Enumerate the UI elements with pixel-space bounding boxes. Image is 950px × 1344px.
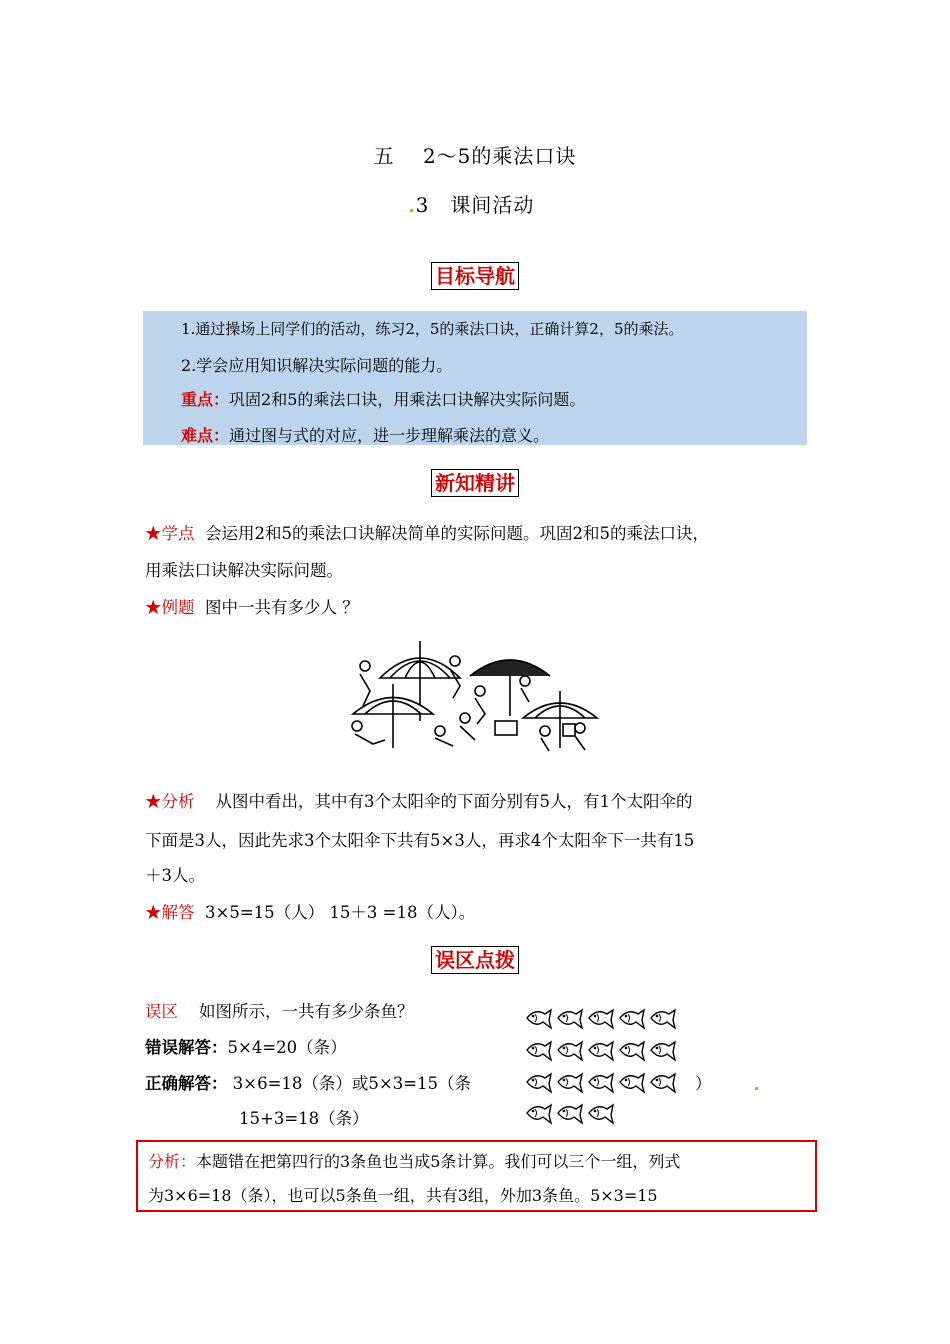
wrong-answer-label: 错误解答： [145,1038,228,1057]
answer-text: 3×5=15（人） 15＋3 =18（人）。 [205,903,476,922]
goal-line-2: 2.学会应用知识解决实际问题的能力。 [181,356,453,375]
mistake-analysis-label: 分析： [148,1152,197,1171]
decor-mark [410,209,413,212]
mistake-analysis-text-2: 为3×6=18（条），也可以5条鱼一组，共有3组，外加3条鱼。5×3=15 [148,1186,658,1205]
goal-heading: 目标导航 [431,262,519,290]
difficulty-line [181,423,549,446]
analysis-text-2: 下面是3人，因此先求3个太阳伞下共有5×3人，再求4个太阳伞下一共有15 [145,831,695,850]
learning-point-text-1: 会运用2和5的乘法口诀解决简单的实际问题。巩固2和5的乘法口诀， [205,524,709,543]
goal-box [143,311,807,445]
answer-line [145,903,475,923]
right-answer-label: 正确解答： [145,1074,228,1093]
decor-mark [755,1087,758,1090]
example-line [145,598,359,618]
learning-point-text-2: 用乘法口诀解决实际问题。 [145,561,343,580]
lesson-subtitle: 3 课间活动 [415,193,535,217]
difficulty-text: 通过图与式的对应，进一步理解乘法的意义。 [229,426,550,445]
right-answer-text-2: 15+3=18（条） [239,1109,369,1128]
right-answer-line [145,1074,471,1094]
mistake-heading: 误区点拨 [431,946,519,974]
mistake-heading-wrap [0,946,950,974]
answer-label: ★解答 [145,903,195,922]
fish-grid [525,1006,695,1131]
analysis-label: ★分析 [145,792,195,811]
mistake-analysis-box [136,1140,817,1212]
goal-line-1: 1.通过操场上同学们的活动，练习2，5的乘法口诀，正确计算2，5的乘法。 [181,320,684,338]
key-point-label: 重点： [181,390,230,409]
goal-heading-wrap [0,262,950,290]
mistake-analysis-text-1: 本题错在把第四行的3条鱼也当成5条计算。我们可以三个一组，列式 [196,1152,681,1171]
key-point-text: 巩固2和5的乘法口诀，用乘法口诀解决实际问题。 [229,390,586,409]
mistake-zone-line [145,1002,413,1022]
mistake-analysis-line-1 [148,1149,680,1172]
mistake-zone-text: 如图所示，一共有多少条鱼？ [198,1002,414,1021]
umbrella-people-illustration [345,636,603,756]
right-answer-text-1: 3×6=18（条）或5×3=15（条 [232,1074,472,1093]
difficulty-label: 难点： [181,426,230,445]
page-title: 五 2～5的乘法口诀 [373,144,577,168]
learning-point-line-1 [145,524,709,544]
wrong-answer-text: 5×4=20（条） [227,1038,347,1057]
fish-icons [525,1006,695,1131]
example-label: ★例题 [145,598,195,617]
right-answer-closing-paren: ） [695,1074,712,1093]
example-text: 图中一共有多少人 ？ [205,598,359,617]
new-heading-wrap [0,469,950,497]
wrong-answer-line [145,1038,347,1058]
analysis-text-1: 从图中看出，其中有3个太阳伞的下面分别有5人，有1个太阳伞的 [215,792,693,811]
learning-point-label: ★学点 [145,524,195,543]
key-point-line [181,387,585,410]
analysis-line-1 [145,792,692,812]
analysis-text-3: ＋3人。 [145,866,205,885]
new-knowledge-heading: 新知精讲 [431,469,519,497]
mistake-zone-label: 误区 [145,1002,178,1021]
